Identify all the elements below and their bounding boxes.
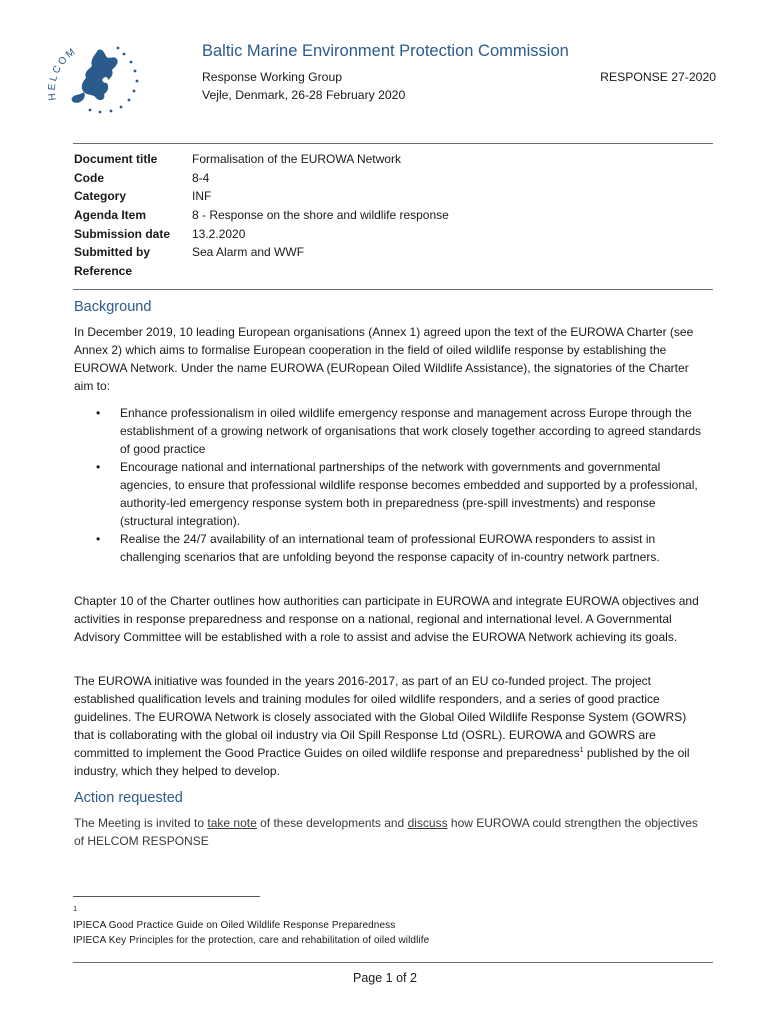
action-heading: Action requested: [74, 790, 183, 806]
background-paragraph-2: Chapter 10 of the Charter outlines how authorities can participate in EUROWA and integrate EUROWA objectives and activities in response preparedness and response on a national, regional and international level. A Governmental Advisory Committee will be established with a role to assist and advise the EUROWA Network achieving its goals.: [74, 594, 699, 644]
background-paragraph-1: In December 2019, 10 leading European organisations (Annex 1) agreed upon the text of the EUROWA Charter (see Annex 2) which aims to formalise European cooperation in the field of oiled wildlife response by establishing the EUROWA Network. Under the name EUROWA (EURopean Oiled Wildlife Assistance), the signatories of the Charter aim to:: [74, 325, 694, 393]
document-code: RESPONSE 27-2020: [600, 70, 716, 84]
meta-value: 8-4: [192, 170, 210, 185]
list-item-text: Realise the 24/7 availability of an international team of professional EUROWA responders to assist in challenging scenarios that are unfolding beyond the response capacity of in-country network partners.: [120, 532, 660, 564]
background-heading: Background: [74, 299, 152, 315]
metadata-table: [74, 150, 704, 281]
footnote-line-2: IPIECA Key Principles for the protection, care and rehabilitation of oiled wildlife: [73, 935, 430, 946]
meeting-location: Vejle, Denmark, 26-28 February 2020: [202, 88, 406, 102]
working-group: Response Working Group: [202, 70, 343, 84]
svg-text:HELCOM: [47, 45, 79, 100]
paragraph-text: The EUROWA initiative was founded in the years 2016-2017, as part of an EU co-funded project. The project established qualification levels and training modules for oiled wildlife responders, and a series of good practice guidelines. The EUROWA Network is closely associated with the Global Oiled Wildlife Response System (GOWRS) that is collaborating with the global oil industry via Oil Spill Response Ltd (OSRL). EUROWA and GOWRS are committed to implement the Good Practice Guides on oiled wildlife response and preparedness: [74, 674, 687, 760]
meta-value: 13.2.2020: [192, 226, 246, 241]
meta-row-reference: [74, 262, 704, 281]
meta-label: Category: [74, 189, 127, 204]
header-divider: [73, 143, 713, 144]
bullet-icon: •: [96, 406, 101, 420]
background-paragraph-3: [74, 672, 700, 780]
footer-divider: [73, 962, 713, 963]
meta-row-submitted-by: [74, 243, 704, 262]
list-item: [96, 530, 702, 566]
footnote-mark: 1: [73, 904, 78, 913]
bullet-icon: •: [96, 460, 101, 474]
meta-row-code: [74, 169, 704, 188]
list-item: [96, 458, 702, 530]
list-item: [96, 404, 702, 458]
meta-value: Sea Alarm and WWF: [192, 245, 305, 260]
meta-label: Reference: [74, 264, 133, 279]
paragraph-text: how EUROWA could strengthen the objectives of HELCOM RESPONSE: [74, 816, 698, 848]
page-number: Page 1 of 2: [353, 971, 417, 985]
metadata-divider: [73, 289, 713, 290]
meta-label: Code: [74, 170, 104, 185]
meta-row-category: [74, 187, 704, 206]
meta-label: Submission date: [74, 226, 171, 241]
logo-lettering: HELCOM: [46, 45, 80, 101]
meta-value: Formalisation of the EUROWA Network: [192, 152, 401, 166]
aims-list: [96, 404, 702, 566]
underlined-text: take note: [207, 816, 257, 830]
underlined-text: discuss: [407, 816, 448, 830]
footnote-divider: [73, 896, 260, 897]
list-item-text: Encourage national and international partnerships of the network with governments and governmental agencies, to ensure that professional wildlife response becomes embedded and supported by a professional, authority-led emergency response system both in preparedness (pre-spill investments) and response (structural integration).: [120, 460, 698, 528]
meta-row-agenda-item: [74, 206, 704, 225]
helcom-logo: [38, 36, 158, 120]
paragraph-text: of these developments and: [256, 816, 408, 830]
footnote-line-1: IPIECA Good Practice Guide on Oiled Wildlife Response Preparedness: [73, 920, 396, 931]
meta-row-submission-date: [74, 225, 704, 244]
list-item-text: Enhance professionalism in oiled wildlife emergency response and management across Europe through the establishment of a growing network of organisations that work closely together according to agreed standards of good practice: [120, 406, 701, 456]
bullet-icon: •: [96, 532, 101, 546]
meta-label: Agenda Item: [74, 208, 147, 223]
action-paragraph: [74, 814, 700, 850]
paragraph-text: The Meeting is invited to: [74, 816, 208, 830]
meta-row-title: [74, 150, 704, 169]
footnote-reference: 1: [579, 747, 584, 754]
meta-label: Document title: [74, 152, 158, 166]
organization-title: Baltic Marine Environment Protection Commission: [202, 42, 569, 60]
meta-value: INF: [192, 189, 212, 204]
paragraph-text: published by the oil industry, which they helped to develop.: [74, 746, 690, 778]
meta-label: Submitted by: [74, 245, 151, 260]
meta-value: 8 - Response on the shore and wildlife response: [192, 208, 449, 223]
